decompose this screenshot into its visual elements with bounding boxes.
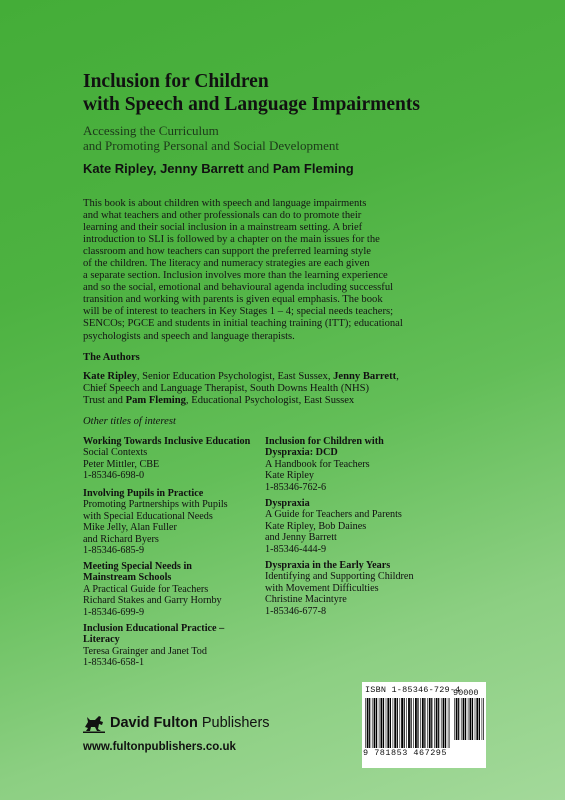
- authors-bio: [83, 371, 503, 407]
- author-name: Kate Ripley: [83, 371, 137, 382]
- barcode-bar: [463, 698, 465, 740]
- other-title-detail: 1-85346-699-9: [83, 606, 145, 618]
- barcode-bar: [427, 698, 428, 748]
- other-title-name: Mainstream Schools: [83, 572, 172, 584]
- bio-line: [83, 371, 503, 383]
- barcode-bar: [393, 698, 394, 748]
- barcode-bar: [397, 698, 398, 748]
- other-title-name: Dyspraxia: [265, 498, 310, 509]
- other-title-detail: A Guide for Teachers and Parents: [265, 509, 402, 521]
- barcode-bar: [441, 698, 442, 748]
- barcode-bar: [390, 698, 391, 748]
- other-title-detail: 1-85346-762-6: [265, 481, 327, 493]
- barcode-bar: [468, 698, 469, 740]
- other-title-name: Dyspraxia in the Early Years: [265, 560, 391, 571]
- description-line: introduction to SLI is followed by a chapter on the main issues for the: [83, 234, 380, 246]
- description-line: classroom and how teachers can support the preferred learning style: [83, 246, 371, 258]
- other-title-detail: 1-85346-677-8: [265, 605, 327, 617]
- barcode-bar: [438, 698, 439, 748]
- other-title-entry: [83, 488, 228, 556]
- publisher-logo: [83, 711, 270, 735]
- barcode-bar: [476, 698, 478, 740]
- subtitle-line: and Promoting Personal and Social Development: [83, 138, 339, 153]
- other-title-detail: and Richard Byers: [83, 533, 159, 545]
- description-line: transition and working with parents is given equal emphasis. The book: [83, 294, 383, 306]
- other-title-entry: [83, 436, 250, 482]
- bio-line: [83, 395, 503, 407]
- author-role: , Educational Psychologist, East Sussex: [185, 395, 355, 407]
- barcode-bar: [381, 698, 383, 748]
- other-title-name: Inclusion for Children with: [265, 436, 384, 447]
- other-title-name: Working Towards Inclusive Education: [83, 436, 251, 447]
- other-title-name: Inclusion Educational Practice –: [83, 623, 225, 634]
- description-line: a separate section. Inclusion involves more than the learning experience: [83, 270, 388, 282]
- barcode-bar: [443, 698, 445, 748]
- barcode-bar: [429, 698, 431, 748]
- other-title-detail: Teresa Grainger and Janet Tod: [83, 645, 207, 657]
- barcode-bar: [415, 698, 417, 748]
- barcode-bar: [365, 698, 366, 748]
- barcode-bar: [400, 698, 401, 748]
- other-title-detail: Mike Jelly, Alan Fuller: [83, 522, 177, 534]
- other-title-detail: 1-85346-658-1: [83, 657, 145, 669]
- barcode-bar: [401, 698, 403, 748]
- other-title-entry: [83, 561, 222, 618]
- barcode-bar: [448, 698, 449, 748]
- other-title-name: Involving Pupils in Practice: [83, 488, 204, 499]
- publisher-name-regular: Publishers: [201, 715, 270, 731]
- barcode-bar: [406, 698, 407, 748]
- author-role: Trust and: [83, 395, 123, 407]
- barcode-bar: [369, 698, 370, 748]
- description-line: will be of interest to teachers in Key Stages 1 – 4; special needs teachers;: [83, 306, 394, 318]
- barcode-bar: [372, 698, 373, 748]
- other-title-entry: [265, 498, 402, 555]
- barcode-bar: [450, 698, 451, 748]
- author-role: ,: [396, 371, 399, 382]
- author-role: , Senior Education Psychologist, East Sussex,: [136, 371, 331, 382]
- title-line: Inclusion for Children: [83, 71, 269, 92]
- description-line: and so the social, emotional and behavioural agenda including successful: [83, 282, 394, 294]
- other-title-detail: Peter Mittler, CBE: [83, 458, 160, 470]
- barcode-bar: [413, 698, 414, 748]
- author-name: Jenny Barrett: [333, 371, 397, 382]
- other-title-detail: Identifying and Supporting Children: [265, 571, 414, 583]
- other-title-detail: Christine Macintyre: [265, 594, 347, 606]
- description-line: learning and their social inclusion in a mainstream setting. A brief: [83, 222, 363, 234]
- other-title-detail: with Movement Difficulties: [265, 582, 379, 594]
- description-line: psychologists and speech and language therapists.: [83, 330, 295, 342]
- ean-number: 9 781853 467295: [363, 748, 448, 758]
- barcode-bar: [420, 698, 421, 748]
- barcode-bar: [424, 698, 425, 748]
- barcode-bar: [404, 698, 405, 748]
- author-name: Pam Fleming: [125, 395, 186, 407]
- author-name: Kate Ripley,: [83, 161, 157, 176]
- barcode-bar: [454, 698, 455, 740]
- barcode-bar: [411, 698, 412, 748]
- other-title-entry: [265, 560, 414, 617]
- other-title-entry: [83, 623, 224, 669]
- other-title-detail: with Special Educational Needs: [83, 510, 213, 522]
- publisher-name: [110, 715, 270, 731]
- barcode-bar: [458, 698, 459, 740]
- barcode-bar: [483, 698, 484, 740]
- other-title-name: Meeting Special Needs in: [83, 561, 192, 572]
- author-name: Pam Fleming: [272, 161, 354, 176]
- author-name: Jenny Barrett: [160, 161, 244, 176]
- barcode-bar: [408, 698, 410, 748]
- authors-line: [83, 161, 523, 176]
- addon-barcode-bars: [454, 698, 484, 740]
- dog-logo-icon: [83, 713, 105, 733]
- barcode-bar: [422, 698, 424, 748]
- subtitle-line: Accessing the Curriculum: [83, 123, 219, 138]
- barcode-bar: [456, 698, 458, 740]
- barcode-bar: [479, 698, 480, 740]
- other-title-detail: Kate Ripley: [265, 470, 314, 482]
- other-title-detail: Kate Ripley, Bob Daines: [265, 520, 367, 532]
- barcode-bar: [445, 698, 446, 748]
- description-line: SENCOs; PGCE and students in initial teaching training (ITT); educational: [83, 318, 403, 330]
- barcode-bar: [383, 698, 384, 748]
- bio-line: Chief Speech and Language Therapist, South Downs Health (NHS): [83, 383, 370, 395]
- authors-heading: The Authors: [83, 352, 140, 363]
- barcode-bar: [436, 698, 438, 748]
- other-title-detail: A Handbook for Teachers: [265, 458, 370, 470]
- barcode-bar: [461, 698, 462, 740]
- other-title-name: Literacy: [83, 634, 120, 646]
- isbn-barcode: [362, 682, 486, 768]
- description-line: and what teachers and other professionals can do to promote their: [83, 210, 362, 222]
- other-title-entry: [265, 436, 384, 493]
- barcode-bar: [472, 698, 473, 740]
- barcode-bar: [434, 698, 435, 748]
- barcode-bar: [386, 698, 387, 748]
- description-line: of the children. The literacy and numeracy strategies are each given: [83, 258, 370, 270]
- other-title-detail: 1-85346-698-0: [83, 470, 145, 482]
- barcode-bar: [376, 698, 377, 748]
- other-titles-heading: Other titles of interest: [83, 416, 176, 427]
- author-conjunction: and: [247, 161, 270, 176]
- barcode-bar: [417, 698, 418, 748]
- barcode-bar: [387, 698, 389, 748]
- publisher-name-bold: David Fulton: [110, 715, 198, 731]
- other-title-detail: and Jenny Barrett: [265, 532, 337, 544]
- barcode-bar: [482, 698, 483, 740]
- isbn-label: ISBN 1-85346-729-4: [365, 685, 461, 695]
- barcode-bar: [431, 698, 432, 748]
- barcode-bar: [465, 698, 466, 740]
- ean-barcode-bars: [365, 698, 450, 748]
- barcode-bar: [475, 698, 476, 740]
- barcode-bar: [470, 698, 472, 740]
- price-addon-label: 90000: [453, 688, 479, 698]
- other-title-detail: 1-85346-444-9: [265, 543, 327, 555]
- barcode-bar: [374, 698, 376, 748]
- publisher-url[interactable]: www.fultonpublishers.co.uk: [83, 741, 236, 753]
- book-description: [83, 198, 503, 343]
- barcode-bar: [367, 698, 369, 748]
- book-title: [83, 70, 523, 116]
- barcode-bar: [394, 698, 396, 748]
- other-title-detail: 1-85346-685-9: [83, 545, 145, 557]
- other-title-name: Dyspraxia: DCD: [265, 447, 338, 459]
- description-line: This book is about children with speech and language impairments: [83, 198, 367, 209]
- other-title-detail: Promoting Partnerships with Pupils: [83, 499, 228, 511]
- other-title-detail: Social Contexts: [83, 447, 148, 459]
- other-title-detail: A Practical Guide for Teachers: [83, 583, 209, 595]
- title-block: [83, 70, 523, 176]
- barcode-bar: [379, 698, 380, 748]
- book-subtitle: [83, 123, 523, 153]
- other-title-detail: Richard Stakes and Garry Hornby: [83, 595, 222, 607]
- title-line: with Speech and Language Impairments: [83, 94, 420, 115]
